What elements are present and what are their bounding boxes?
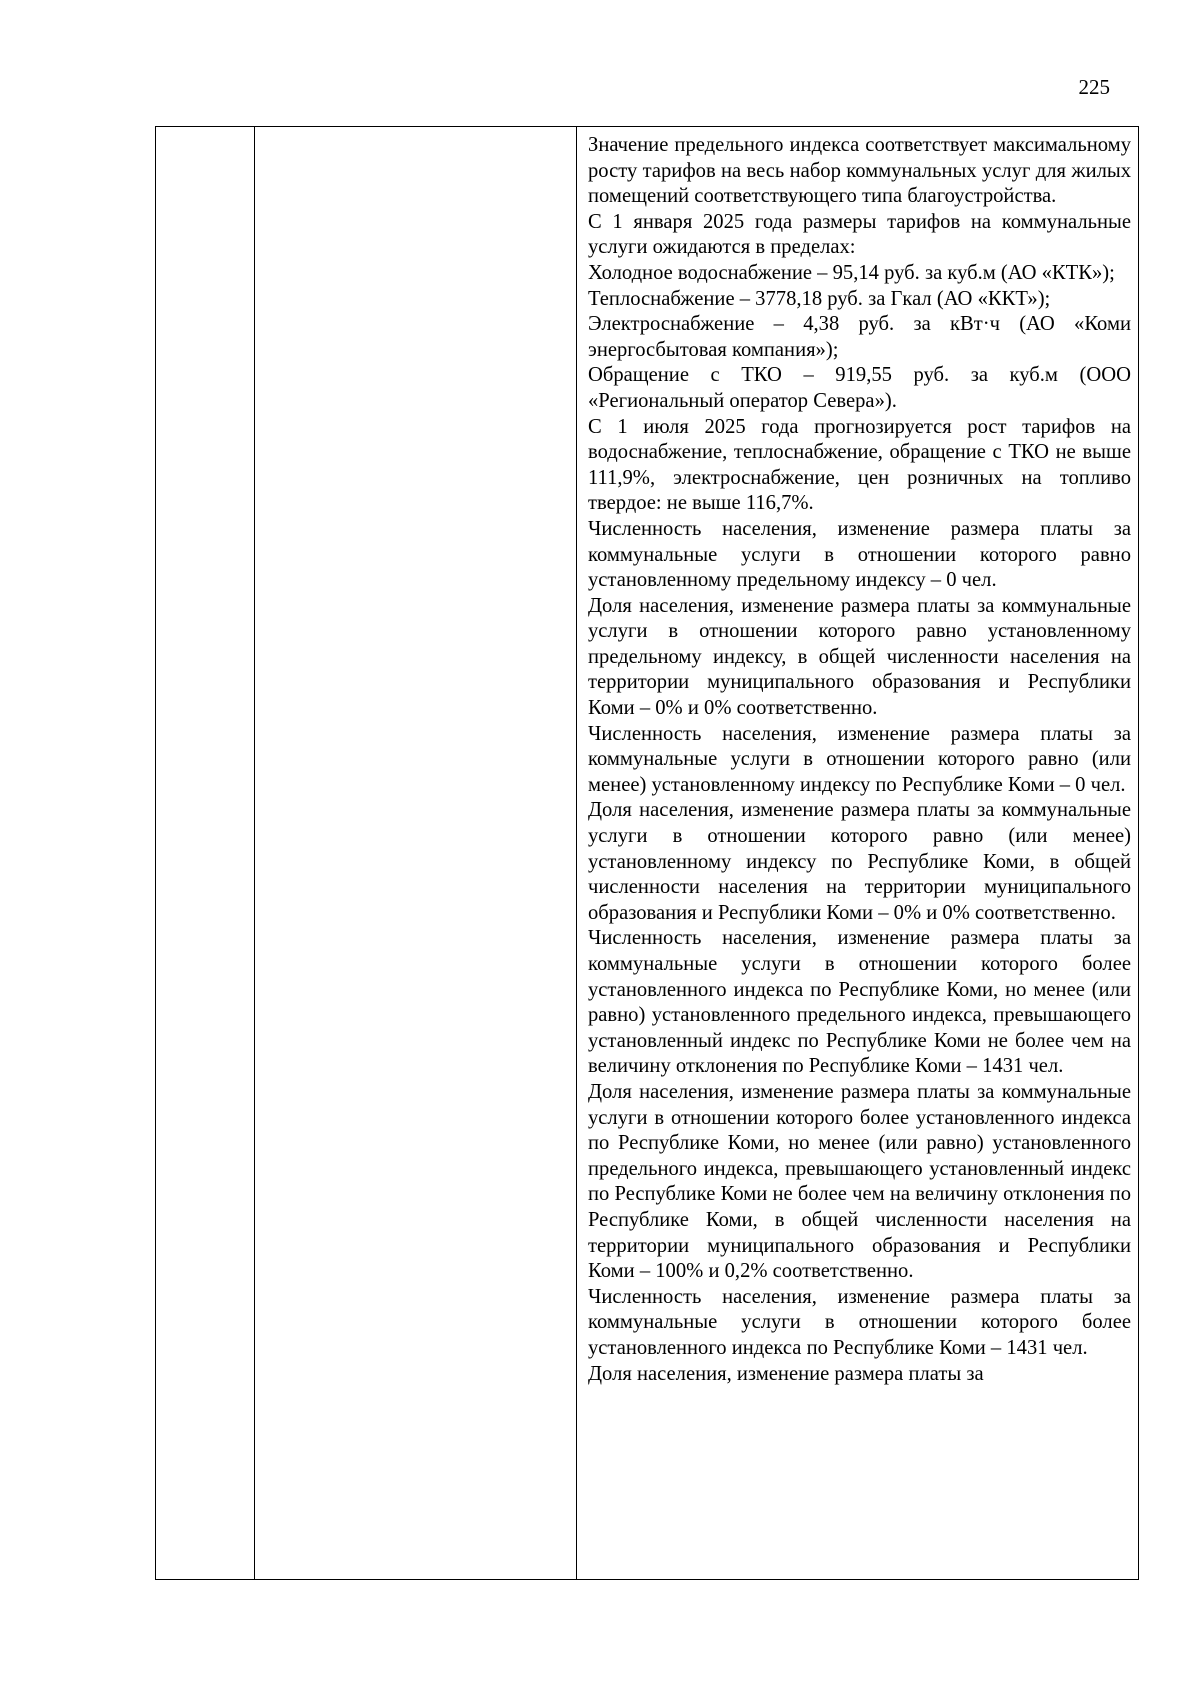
table-row [156,127,1139,1580]
paragraph-share-above-index: Доля населения, изменение размера платы за коммунальные услуги в отношении которого более установленного индекса по Республике Коми, но менее (или равно) установленного предельного индекса, превышающего установленный индекс по Республике Коми не более чем на величину отклонения по Республике Коми, в общей численности населения на территории муниципального образования и Республики Коми – 100% и 0,2% соответственно. [588,1080,1131,1283]
table-cell-description [577,127,1139,1580]
paragraph-cold-water: Холодное водоснабжение – 95,14 руб. за куб.м (АО «КТК»); [588,261,1115,284]
paragraph-electricity: Электроснабжение – 4,38 руб. за кВт·ч (АО «Коми энергосбытовая компания»); [588,313,1131,361]
paragraph-tariffs-january: С 1 января 2025 года размеры тарифов на коммунальные услуги ожидаются в пределах: [588,210,1131,259]
paragraph-population-equal-limit: Численность населения, изменение размера платы за коммунальные услуги в отношении которого равно установленному предельному индексу – 0 чел. [588,517,1131,592]
paragraph-share-continued: Доля населения, изменение размера платы за [588,1362,984,1385]
table-cell-indicator [255,127,577,1580]
page-number: 225 [1078,75,1110,99]
paragraph-population-above-index: Численность населения, изменение размера платы за коммунальные услуги в отношении которого более установленного индекса по Республике Коми, но менее (или равно) установленного предельного индекса, превышающего установленный индекс по Республике Коми не более чем на величину отклонения по Республике Коми – 1431 чел. [588,927,1131,1078]
document-table [155,126,1139,1580]
description-text [577,127,1138,1387]
paragraph-share-equal-limit: Доля населения, изменение размера платы за коммунальные услуги в отношении которого равно установленному предельному индексу, в общей численности населения на территории муниципального образования и Республики Коми – 0% и 0% соответственно. [588,594,1131,720]
paragraph-heat-supply: Теплоснабжение – 3778,18 руб. за Гкал (АО «ККТ»); [588,287,1051,310]
table-cell-number [156,127,255,1580]
paragraph-population-equal-index: Численность населения, изменение размера платы за коммунальные услуги в отношении которого равно (или менее) установленному индексу по Республике Коми – 0 чел. [588,722,1131,796]
paragraph-population-more-index: Численность населения, изменение размера платы за коммунальные услуги в отношении которого более установленного индекса по Республике Коми – 1431 чел. [588,1285,1131,1359]
paragraph-index-meaning: Значение предельного индекса соответствует максимальному росту тарифов на весь набор коммунальных услуг для жилых помещений соответствующего типа благоустройства. [588,134,1131,208]
paragraph-waste: Обращение с ТКО – 919,55 руб. за куб.м (ООО «Региональный оператор Севера»). [588,364,1131,412]
paragraph-tariffs-july: С 1 июля 2025 года прогнозируется рост тарифов на водоснабжение, теплоснабжение, обращение с ТКО не выше 111,9%, электроснабжение, цен розничных на топливо твердое: не выше 116,7%. [588,415,1131,515]
paragraph-share-equal-index: Доля населения, изменение размера платы за коммунальные услуги в отношении которого равно (или менее) установленному индексу по Республике Коми, в общей численности населения на территории муниципального образования и Республики Коми – 0% и 0% соответственно. [588,799,1131,924]
